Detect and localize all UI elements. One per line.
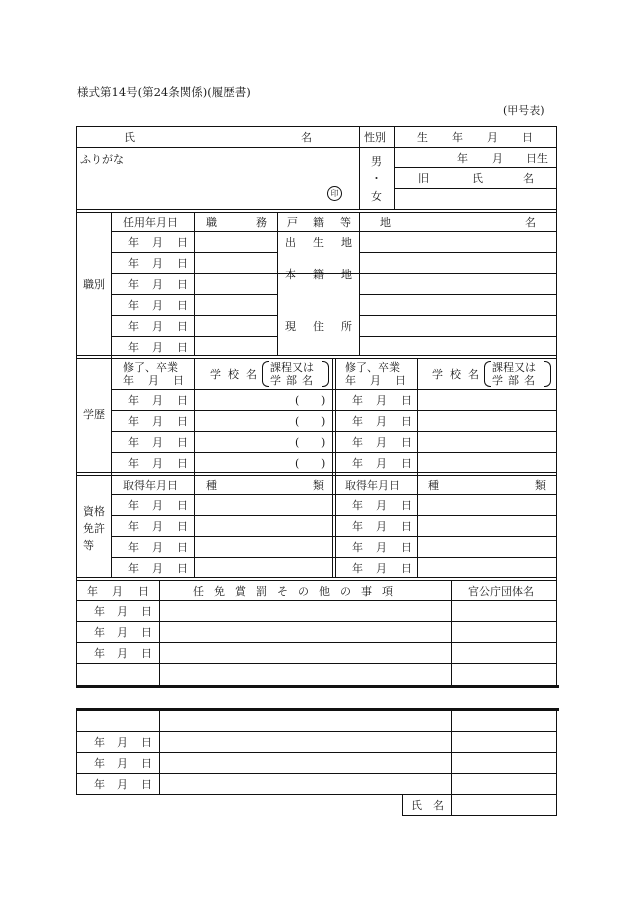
signature-mei: 名 [433,799,444,812]
lic-row-day: 日 [177,562,188,575]
paren-close: ) [321,394,326,407]
old-name-mei: 名 [523,172,534,185]
gender-dot: ・ [371,172,382,185]
birth-date-month: 月 [492,152,503,165]
place-header-2: 名 [525,216,536,229]
edu-col-school-2-r: 校 [450,368,461,381]
paren-close: ) [321,436,326,449]
birth-date-year: 年 [457,152,468,165]
paren-open: ( [295,415,300,428]
birth-date-day: 日生 [526,152,548,165]
career-row-month: 月 [152,278,163,291]
lic-row-year-r: 年 [352,562,363,575]
career-col-duty-1: 職 [206,216,217,229]
cont-row-year: 年 [94,736,105,749]
edu-col-course-1-r: 課程又は [492,361,536,374]
career-row-year: 年 [128,320,139,333]
lic-row-year: 年 [128,520,139,533]
hist-row-year: 年 [94,626,105,639]
license-col-type-2-r: 類 [535,479,546,492]
edu-row-year: 年 [128,436,139,449]
edu-col-date-1: 修了、卒業 [123,361,178,374]
address-2: 住 [313,320,324,333]
hist-row-year: 年 [94,647,105,660]
cont-row-day: 日 [141,736,152,749]
lic-row-day-r: 日 [401,541,412,554]
career-col-duty-2: 務 [256,216,267,229]
edu-row-day: 日 [177,415,188,428]
hist-col-agency: 官公庁団体名 [468,585,534,598]
hist-row-day: 日 [141,647,152,660]
edu-row-month-r: 月 [376,457,387,470]
edu-row-year: 年 [128,415,139,428]
address-3: 所 [341,320,352,333]
edu-col-course-2-r: 学部名 [492,374,540,387]
lic-row-month: 月 [152,499,163,512]
edu-col-school-3: 名 [246,368,257,381]
edu-col-date-1-r: 修了、卒業 [345,361,400,374]
edu-row-month-r: 月 [376,436,387,449]
edu-row-month: 月 [152,436,163,449]
lic-row-year: 年 [128,499,139,512]
honseki-header-2: 籍 [313,216,324,229]
edu-col-date-year-r: 年 [345,374,356,387]
edu-row-month-r: 月 [376,415,387,428]
edu-row-month: 月 [152,394,163,407]
edu-row-day-r: 日 [401,436,412,449]
edu-row-day: 日 [177,436,188,449]
lic-row-year: 年 [128,541,139,554]
birth-label-month: 月 [487,131,498,144]
lic-row-month: 月 [152,541,163,554]
course-bracket-open [262,361,269,387]
lic-row-day: 日 [177,520,188,533]
license-label-2: 免許 [83,522,105,535]
birthplace-2: 生 [313,236,324,249]
career-row-year: 年 [128,341,139,354]
career-row-day: 日 [177,320,188,333]
gender-male: 男 [371,155,382,168]
honseki-header-3: 等 [340,216,351,229]
birth-label-sei: 生 [417,131,428,144]
paren-open: ( [295,457,300,470]
career-row-day: 日 [177,341,188,354]
cont-row-year: 年 [94,757,105,770]
domicile-2: 籍 [313,268,324,281]
lic-row-month: 月 [152,562,163,575]
edu-col-school-2: 校 [228,368,239,381]
birth-label-year: 年 [452,131,463,144]
lic-row-day: 日 [177,541,188,554]
license-col-type-1: 種 [206,479,217,492]
form-title: 様式第14号(第24条関係)(履歴書) [77,85,251,99]
furigana-label: ふりがな [80,153,124,166]
hist-row-month: 月 [117,647,128,660]
address-1: 現 [285,320,296,333]
license-col-type-2: 類 [313,479,324,492]
lic-row-month-r: 月 [376,520,387,533]
career-row-month: 月 [152,320,163,333]
lic-row-month-r: 月 [376,541,387,554]
edu-row-year: 年 [128,457,139,470]
career-row-year: 年 [128,299,139,312]
form-type: (甲号表) [503,104,545,117]
edu-row-month: 月 [152,457,163,470]
career-row-month: 月 [152,257,163,270]
edu-col-date-day: 日 [173,374,184,387]
career-row-month: 月 [152,299,163,312]
cont-row-year: 年 [94,778,105,791]
lic-row-year: 年 [128,562,139,575]
hist-col-matters: 任免賞罰その他の事項 [193,585,403,598]
career-row-day: 日 [177,299,188,312]
cont-row-month: 月 [117,778,128,791]
lic-row-day: 日 [177,499,188,512]
hist-row-month: 月 [117,626,128,639]
paren-close: ) [321,457,326,470]
edu-col-date-day-r: 日 [395,374,406,387]
career-row-year: 年 [128,236,139,249]
license-col-type-1-r: 種 [428,479,439,492]
career-section-label: 職別 [83,278,105,291]
hist-col-day: 日 [138,585,149,598]
signature-shi: 氏 [411,799,422,812]
career-row-year: 年 [128,278,139,291]
edu-row-year-r: 年 [352,457,363,470]
career-row-day: 日 [177,257,188,270]
edu-col-course-1: 課程又は [270,361,314,374]
career-row-month: 月 [152,341,163,354]
hist-row-year: 年 [94,605,105,618]
paren-open: ( [295,394,300,407]
gender-female: 女 [371,190,382,203]
old-name-kyu: 旧 [418,172,429,185]
lic-row-day-r: 日 [401,499,412,512]
old-name-shi: 氏 [472,172,483,185]
lic-row-day-r: 日 [401,562,412,575]
edu-col-date-month: 月 [148,374,159,387]
edu-row-month-r: 月 [376,394,387,407]
edu-row-month: 月 [152,415,163,428]
edu-col-school-1-r: 学 [432,368,443,381]
edu-row-year-r: 年 [352,436,363,449]
edu-row-year-r: 年 [352,415,363,428]
career-row-month: 月 [152,236,163,249]
license-col-date-r: 取得年月日 [345,479,400,492]
lic-row-month-r: 月 [376,562,387,575]
career-row-year: 年 [128,257,139,270]
cont-row-month: 月 [117,736,128,749]
career-row-day: 日 [177,278,188,291]
edu-row-day-r: 日 [401,457,412,470]
honseki-header-1: 戸 [287,216,298,229]
license-label-1: 資格 [83,505,105,518]
lic-row-month-r: 月 [376,499,387,512]
edu-row-day-r: 日 [401,394,412,407]
name-label-1: 氏 [124,131,135,144]
seal-mark: 印 [327,186,342,201]
career-row-day: 日 [177,236,188,249]
edu-row-day: 日 [177,457,188,470]
edu-row-year-r: 年 [352,394,363,407]
hist-row-day: 日 [141,605,152,618]
hist-row-day: 日 [141,626,152,639]
education-section-label: 学歴 [83,408,105,421]
birth-label-day: 日 [522,131,533,144]
hist-row-month: 月 [117,605,128,618]
edu-col-date-year: 年 [123,374,134,387]
cont-row-day: 日 [141,757,152,770]
edu-col-date-month-r: 月 [370,374,381,387]
hist-col-year: 年 [87,585,98,598]
license-col-date: 取得年月日 [123,479,178,492]
domicile-1: 本 [285,268,296,281]
course-bracket-close-r [544,361,551,387]
cont-row-month: 月 [117,757,128,770]
cont-row-day: 日 [141,778,152,791]
edu-col-school-3-r: 名 [468,368,479,381]
edu-col-course-2: 学部名 [270,374,318,387]
edu-col-school-1: 学 [210,368,221,381]
birthplace-3: 地 [341,236,352,249]
course-bracket-close [322,361,329,387]
lic-row-day-r: 日 [401,520,412,533]
career-col-date: 任用年月日 [123,216,178,229]
lic-row-year-r: 年 [352,541,363,554]
gender-label: 性別 [364,131,386,144]
course-bracket-open-r [484,361,491,387]
paren-open: ( [295,436,300,449]
edu-row-day: 日 [177,394,188,407]
lic-row-month: 月 [152,520,163,533]
lic-row-year-r: 年 [352,520,363,533]
edu-row-day-r: 日 [401,415,412,428]
paren-close: ) [321,415,326,428]
place-header-1: 地 [380,216,391,229]
hist-col-month: 月 [112,585,123,598]
lic-row-year-r: 年 [352,499,363,512]
domicile-3: 地 [341,268,352,281]
name-label-2: 名 [301,131,312,144]
birthplace-1: 出 [285,236,296,249]
edu-row-year: 年 [128,394,139,407]
license-label-3: 等 [83,539,94,552]
